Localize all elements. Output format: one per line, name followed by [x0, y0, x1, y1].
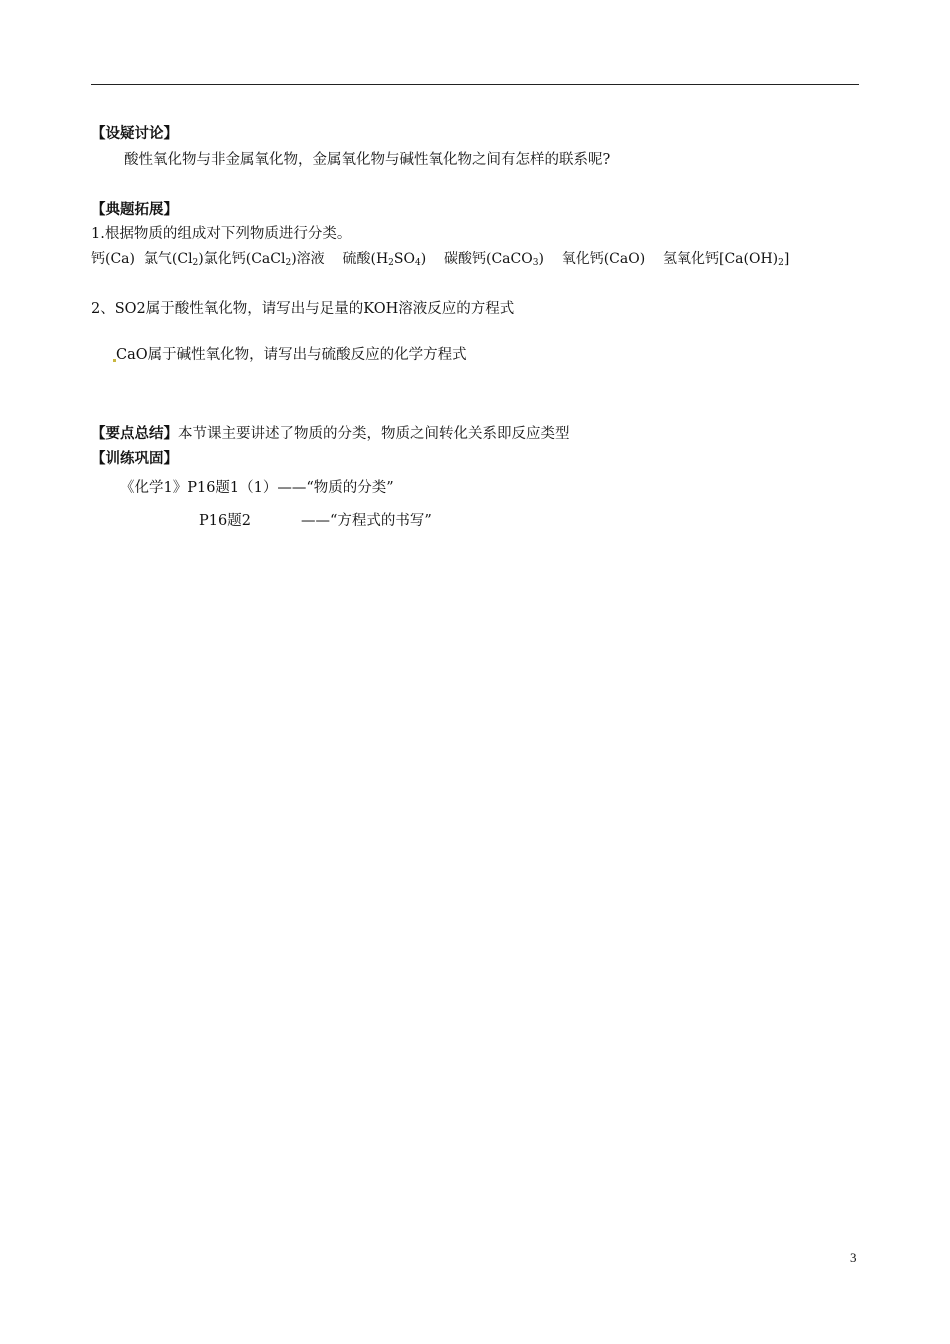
summary-heading: 【要点总结】 — [91, 426, 178, 442]
discussion-heading: 【设疑讨论】 — [91, 126, 178, 142]
substance-calcium-chloride: 氯化钙(CaCl$_2$)溶液 — [203, 251, 325, 268]
substance-chlorine: 氯气$(Cl_2)$ — [143, 251, 204, 268]
practice-line-2-topic: ——“方程式的书写” — [300, 513, 432, 529]
discussion-question — [124, 151, 610, 169]
substance-calcium-carbonate: 碳酸钙(CaCO$_3$) — [443, 251, 544, 268]
substance-sulfuric-acid: 硫酸$(H_2SO_4)$ — [342, 251, 427, 268]
examples-heading: 【典题拓展】 — [91, 202, 178, 218]
practice-line-1: 《化学1》P16题1（1）——“物质的分类” — [120, 480, 394, 496]
summary — [91, 425, 570, 443]
practice-heading: 【训练巩固】 — [91, 451, 178, 467]
discussion-question-text: 酸性氧化物与非金属氧化物，金属氧化物与碱性氧化物之间有怎样的联系呢? — [124, 152, 611, 168]
question-1-text: 1.根据物质的组成对下列物质进行分类。 — [91, 226, 352, 242]
substance-calcium-hydroxide: 氢氧化钙$[Ca(OH)_2]$ — [663, 251, 790, 268]
question-3-text: CaO属于碱性氧化物，请写出与硫酸反应的化学方程式 — [116, 347, 467, 363]
question-3 — [113, 346, 467, 364]
practice-line-2 — [199, 512, 432, 530]
header-rule — [91, 84, 859, 85]
substance-list — [91, 250, 789, 268]
question-2-text: 2、SO2属于酸性氧化物，请写出与足量的KOH溶液反应的方程式 — [91, 301, 515, 317]
substance-calcium-oxide: 氧化钙(CaO) — [561, 251, 646, 267]
practice-line-2-ref: P16题2 — [199, 513, 251, 529]
summary-text: 本节课主要讲述了物质的分类，物质之间转化关系即反应类型 — [178, 426, 570, 442]
page-number: 3 — [850, 1250, 857, 1265]
substance-calcium: 钙(Ca) — [91, 251, 135, 267]
